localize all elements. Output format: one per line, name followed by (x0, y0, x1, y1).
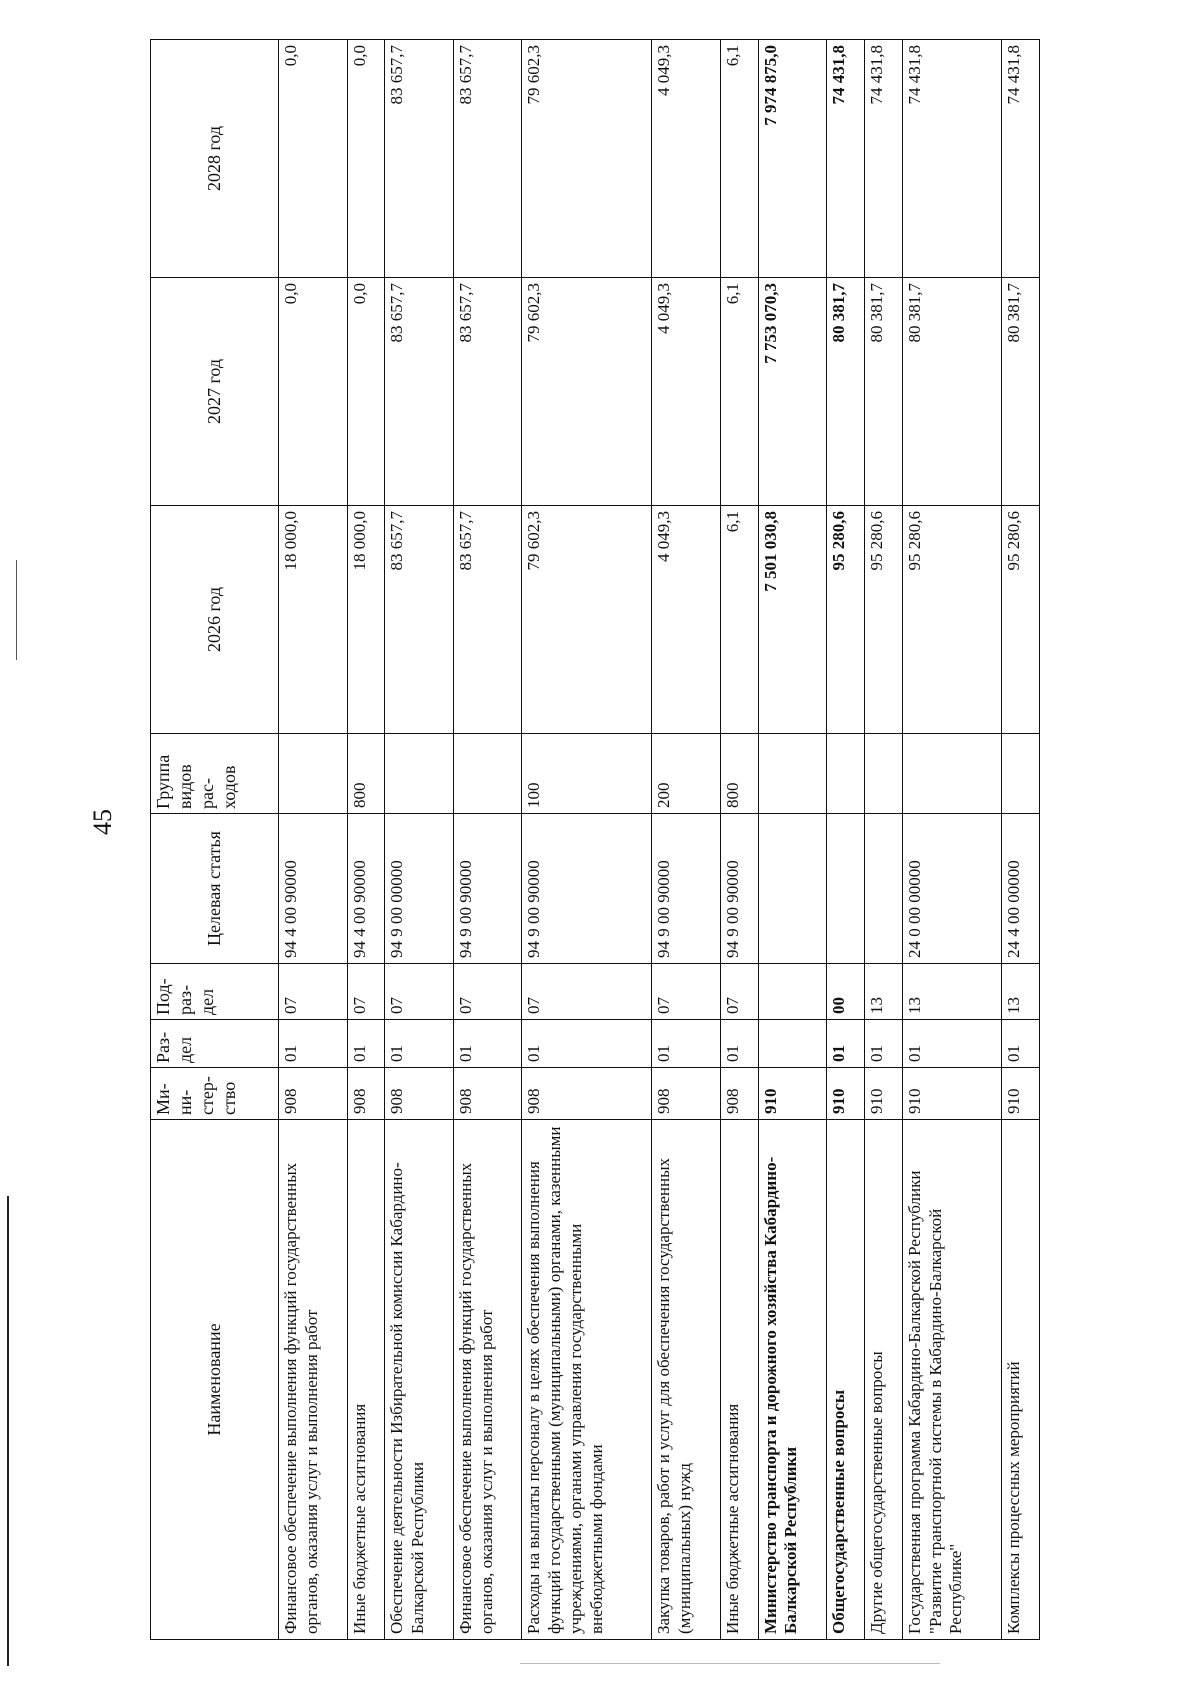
table-row (279, 40, 348, 1640)
cell-subsection: 07 (385, 964, 454, 1020)
cell-2026: 83 657,7 (453, 506, 522, 734)
cell-group (453, 734, 522, 814)
cell-2027: 83 657,7 (385, 278, 454, 506)
cell-group (864, 734, 902, 814)
cell-ministry: 910 (827, 1068, 865, 1120)
scan-edge-line (7, 1196, 9, 1666)
cell-2028: 79 602,3 (522, 40, 652, 278)
cell-subsection: 13 (902, 964, 1001, 1020)
cell-2028: 83 657,7 (385, 40, 454, 278)
cell-2028: 83 657,7 (453, 40, 522, 278)
cell-2028: 74 431,8 (864, 40, 902, 278)
header-2027: 2027 год (151, 278, 279, 506)
cell-2028: 0,0 (279, 40, 348, 278)
cell-name: Иные бюджетные ассигнования (347, 1120, 385, 1640)
cell-ministry: 908 (522, 1068, 652, 1120)
cell-2026: 95 280,6 (864, 506, 902, 734)
cell-2027: 80 381,7 (864, 278, 902, 506)
cell-section: 01 (902, 1020, 1001, 1068)
cell-name: Иные бюджетные ассигнования (720, 1120, 758, 1640)
table-row (864, 40, 902, 1640)
cell-2026: 95 280,6 (1001, 506, 1039, 734)
cell-group: 100 (522, 734, 652, 814)
cell-subsection: 07 (720, 964, 758, 1020)
cell-section: 01 (279, 1020, 348, 1068)
cell-2027: 4 049,3 (652, 278, 721, 506)
cell-target: 94 9 00 00000 (385, 814, 454, 964)
cell-subsection: 13 (864, 964, 902, 1020)
header-row (151, 40, 279, 1640)
cell-group (758, 734, 827, 814)
cell-ministry: 908 (720, 1068, 758, 1120)
header-2026: 2026 год (151, 506, 279, 734)
rotated-table-wrapper (150, 40, 1040, 1640)
cell-2026: 95 280,6 (827, 506, 865, 734)
cell-2028: 74 431,8 (902, 40, 1001, 278)
table-row (758, 40, 827, 1640)
cell-2027: 79 602,3 (522, 278, 652, 506)
cell-2027: 80 381,7 (902, 278, 1001, 506)
cell-2027: 0,0 (347, 278, 385, 506)
cell-section: 01 (652, 1020, 721, 1068)
cell-2027: 80 381,7 (827, 278, 865, 506)
header-subsection: Под-раз-дел (151, 964, 279, 1020)
scan-bottom-line (520, 1663, 940, 1664)
cell-name: Финансовое обеспечение выполнения функций государственных органов, оказания услуг и выполнения работ (279, 1120, 348, 1640)
cell-section (758, 1020, 827, 1068)
header-section: Раз-дел (151, 1020, 279, 1068)
header-group: Группа видов рас-ходов (151, 734, 279, 814)
cell-section: 01 (1001, 1020, 1039, 1068)
cell-section: 01 (522, 1020, 652, 1068)
budget-table (150, 39, 1040, 1640)
cell-section: 01 (720, 1020, 758, 1068)
table-row (347, 40, 385, 1640)
table-body (279, 40, 1040, 1640)
cell-2026: 4 049,3 (652, 506, 721, 734)
table-row (385, 40, 454, 1640)
cell-group (902, 734, 1001, 814)
scan-edge-mark (16, 560, 17, 660)
cell-name: Расходы на выплаты персоналу в целях обеспечения выполнения функций государственными (муниципальными) органами, казенными учреждениями, органами управления государственными внебюджетными фондами (522, 1120, 652, 1640)
table-row (652, 40, 721, 1640)
cell-target (758, 814, 827, 964)
cell-group: 200 (652, 734, 721, 814)
table-row (720, 40, 758, 1640)
cell-target: 94 4 00 90000 (279, 814, 348, 964)
table-row (453, 40, 522, 1640)
cell-2027: 0,0 (279, 278, 348, 506)
cell-name: Финансовое обеспечение выполнения функций государственных органов, оказания услуг и выполнения работ (453, 1120, 522, 1640)
cell-2028: 74 431,8 (1001, 40, 1039, 278)
header-target: Целевая статья (151, 814, 279, 964)
cell-subsection: 00 (827, 964, 865, 1020)
cell-name: Министерство транспорта и дорожного хозяйства Кабардино-Балкарской Республики (758, 1120, 827, 1640)
cell-name: Другие общегосударственные вопросы (864, 1120, 902, 1640)
cell-section: 01 (864, 1020, 902, 1068)
cell-ministry: 910 (758, 1068, 827, 1120)
table-row (902, 40, 1001, 1640)
cell-2026: 95 280,6 (902, 506, 1001, 734)
cell-2028: 0,0 (347, 40, 385, 278)
cell-2027: 7 753 070,3 (758, 278, 827, 506)
cell-target: 94 9 00 90000 (652, 814, 721, 964)
cell-2027: 83 657,7 (453, 278, 522, 506)
cell-subsection: 07 (522, 964, 652, 1020)
cell-target: 24 4 00 00000 (1001, 814, 1039, 964)
cell-2026: 18 000,0 (279, 506, 348, 734)
cell-2027: 6,1 (720, 278, 758, 506)
cell-target: 94 9 00 90000 (720, 814, 758, 964)
cell-subsection: 07 (279, 964, 348, 1020)
cell-section: 01 (453, 1020, 522, 1068)
cell-name: Общегосударственные вопросы (827, 1120, 865, 1640)
cell-subsection: 13 (1001, 964, 1039, 1020)
cell-ministry: 908 (453, 1068, 522, 1120)
cell-group (1001, 734, 1039, 814)
cell-target (864, 814, 902, 964)
header-name: Наименование (151, 1120, 279, 1640)
cell-ministry: 908 (279, 1068, 348, 1120)
cell-group (827, 734, 865, 814)
cell-ministry: 908 (385, 1068, 454, 1120)
cell-2026: 18 000,0 (347, 506, 385, 734)
cell-subsection: 07 (652, 964, 721, 1020)
cell-name: Закупка товаров, работ и услуг для обеспечения государственных (муниципальных) нужд (652, 1120, 721, 1640)
table-row (827, 40, 865, 1640)
cell-2028: 6,1 (720, 40, 758, 278)
cell-target: 94 9 00 90000 (522, 814, 652, 964)
cell-2027: 80 381,7 (1001, 278, 1039, 506)
cell-target: 94 4 00 90000 (347, 814, 385, 964)
cell-name: Обеспечение деятельности Избирательной комиссии Кабардино-Балкарской Республики (385, 1120, 454, 1640)
cell-section: 01 (385, 1020, 454, 1068)
cell-ministry: 910 (902, 1068, 1001, 1120)
cell-target (827, 814, 865, 964)
cell-group: 800 (347, 734, 385, 814)
page-number: 45 (88, 809, 117, 835)
cell-2028: 4 049,3 (652, 40, 721, 278)
header-2028: 2028 год (151, 40, 279, 278)
cell-name: Государственная программа Кабардино-Балкарской Республики "Развитие транспортной системы в Кабардино-Балкарской Республике" (902, 1120, 1001, 1640)
header-ministry: Ми-ни-стер-ство (151, 1068, 279, 1120)
cell-2028: 7 974 875,0 (758, 40, 827, 278)
cell-target: 24 0 00 00000 (902, 814, 1001, 964)
cell-ministry: 908 (347, 1068, 385, 1120)
cell-section: 01 (827, 1020, 865, 1068)
cell-2026: 6,1 (720, 506, 758, 734)
cell-2026: 83 657,7 (385, 506, 454, 734)
cell-ministry: 910 (1001, 1068, 1039, 1120)
cell-group (385, 734, 454, 814)
cell-group: 800 (720, 734, 758, 814)
cell-ministry: 908 (652, 1068, 721, 1120)
cell-name: Комплексы процессных мероприятий (1001, 1120, 1039, 1640)
cell-ministry: 910 (864, 1068, 902, 1120)
cell-section: 01 (347, 1020, 385, 1068)
cell-2028: 74 431,8 (827, 40, 865, 278)
cell-target: 94 9 00 90000 (453, 814, 522, 964)
table-row (522, 40, 652, 1640)
table-row (1001, 40, 1039, 1640)
cell-subsection: 07 (347, 964, 385, 1020)
cell-2026: 79 602,3 (522, 506, 652, 734)
cell-subsection: 07 (453, 964, 522, 1020)
cell-group (279, 734, 348, 814)
cell-2026: 7 501 030,8 (758, 506, 827, 734)
cell-subsection (758, 964, 827, 1020)
